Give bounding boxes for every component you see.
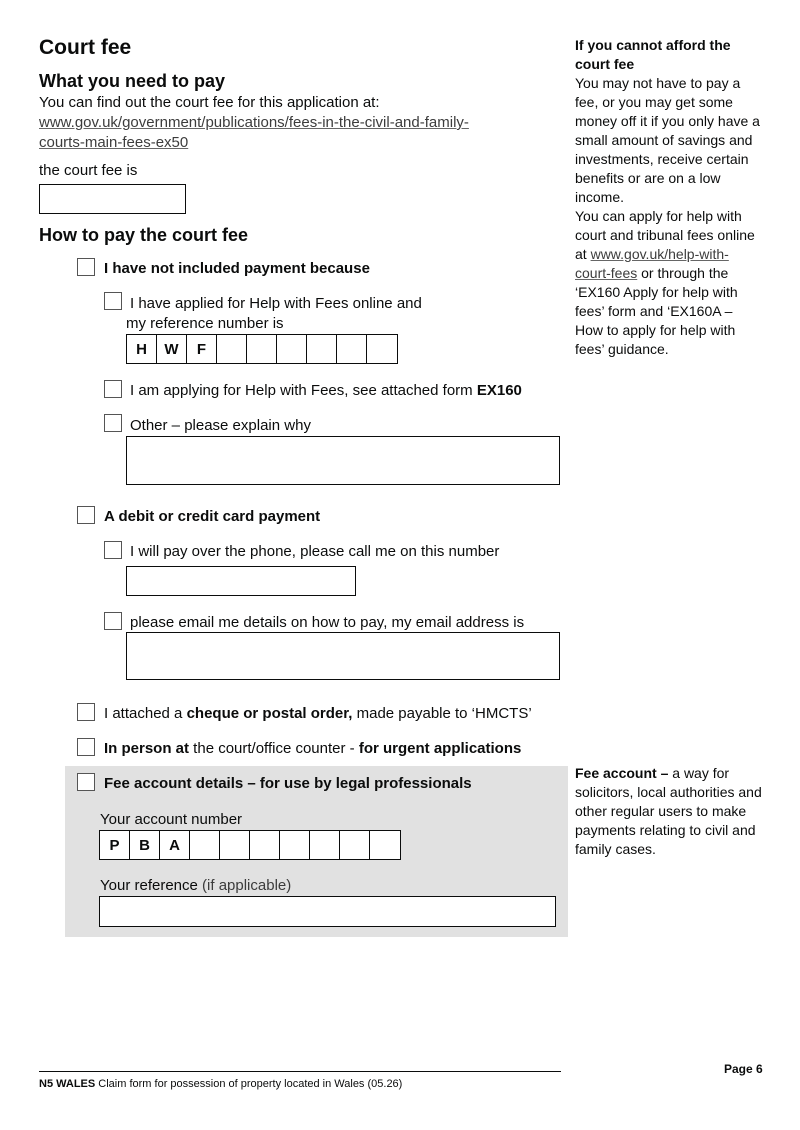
afford-paragraph-2: You can apply for help with court and tribunal fees online at www.gov.uk/help-with-court-fees or through the ‘EX160 Apply for help with fees’ form and ‘EX160A – How to apply for help with fees’ guidance. <box>575 208 755 357</box>
pba-cell[interactable] <box>250 831 280 859</box>
phone-number-field[interactable] <box>126 566 356 596</box>
card-payment-label: A debit or credit card payment <box>104 508 321 525</box>
fee-account-checkbox[interactable] <box>77 773 95 791</box>
need-heading: What you need to pay <box>39 71 226 91</box>
email-checkbox[interactable] <box>104 612 122 630</box>
page-title: Court fee <box>39 36 132 59</box>
hwf-cell[interactable] <box>367 335 397 363</box>
afford-paragraph-1: You may not have to pay a fee, or you may get some money off it if you only have a small amount of savings and investments, receive certain benefits or are on a low income. <box>575 75 760 205</box>
hwf-cell: W <box>157 335 187 363</box>
hwf-cell[interactable] <box>307 335 337 363</box>
card-payment-checkbox[interactable] <box>77 506 95 524</box>
fee-account-sidebar: Fee account – a way for solicitors, local authorities and other regular users to make payments relating to civil and family cases. <box>575 765 762 857</box>
pba-cell[interactable] <box>190 831 220 859</box>
hwf-cell[interactable] <box>337 335 367 363</box>
how-to-pay-heading: How to pay the court fee <box>39 225 249 245</box>
fee-account-label: Fee account details – for use by legal professionals <box>104 775 472 792</box>
cheque-checkbox[interactable] <box>77 703 95 721</box>
in-person-checkbox[interactable] <box>77 738 95 756</box>
applying-hwf-checkbox[interactable] <box>104 380 122 398</box>
fees-link-line1[interactable]: www.gov.uk/government/publications/fees-in-the-civil-and-family- <box>39 114 469 131</box>
pba-cell[interactable] <box>370 831 400 859</box>
email-label: please email me details on how to pay, my email address is <box>130 614 525 631</box>
fees-link-line2[interactable]: courts-main-fees-ex50 <box>39 134 189 151</box>
pba-cell: A <box>160 831 190 859</box>
account-number-label: Your account number <box>100 811 243 828</box>
hwf-online-checkbox[interactable] <box>104 292 122 310</box>
pba-cell: B <box>130 831 160 859</box>
need-text: You can find out the court fee for this application at: <box>39 94 380 111</box>
hwf-cell[interactable] <box>247 335 277 363</box>
other-explain-field[interactable] <box>126 436 560 485</box>
phone-checkbox[interactable] <box>104 541 122 559</box>
other-label: Other – please explain why <box>130 417 311 434</box>
court-fee-input[interactable] <box>39 184 186 214</box>
footer-rule <box>39 1071 561 1072</box>
phone-label: I will pay over the phone, please call me on this number <box>130 543 500 560</box>
hwf-cell: H <box>127 335 157 363</box>
court-fee-label: the court fee is <box>39 162 138 179</box>
help-with-fees-link[interactable]: www.gov.uk/help-with-court-fees <box>575 246 729 281</box>
pba-cell: P <box>100 831 130 859</box>
cheque-label: I attached a cheque or postal order, made payable to ‘HMCTS’ <box>104 705 532 722</box>
hwf-cell: F <box>187 335 217 363</box>
hwf-cell[interactable] <box>217 335 247 363</box>
in-person-label: In person at the court/office counter - for urgent applications <box>104 740 522 757</box>
page-number: Page 6 <box>724 1062 763 1076</box>
hwf-online-label: I have applied for Help with Fees online and <box>130 295 422 312</box>
not-included-label: I have not included payment because <box>104 260 370 277</box>
pba-cell[interactable] <box>220 831 250 859</box>
pba-account-grid[interactable] <box>99 830 401 860</box>
hwf-cell[interactable] <box>277 335 307 363</box>
hwf-reference-grid[interactable] <box>126 334 398 364</box>
pba-cell[interactable] <box>310 831 340 859</box>
hwf-reference-label: my reference number is <box>126 315 284 332</box>
not-included-checkbox[interactable] <box>77 258 95 276</box>
email-address-field[interactable] <box>126 632 560 680</box>
pba-cell[interactable] <box>280 831 310 859</box>
afford-heading: If you cannot afford the court fee <box>575 37 731 72</box>
footer-form-title: N5 WALES Claim form for possession of property located in Wales (05.26) <box>39 1078 403 1090</box>
other-checkbox[interactable] <box>104 414 122 432</box>
afford-sidebar <box>575 36 763 359</box>
reference-label: Your reference (if applicable) <box>100 877 292 894</box>
reference-field[interactable] <box>99 896 556 927</box>
applying-hwf-label: I am applying for Help with Fees, see attached form EX160 <box>130 382 522 399</box>
pba-cell[interactable] <box>340 831 370 859</box>
